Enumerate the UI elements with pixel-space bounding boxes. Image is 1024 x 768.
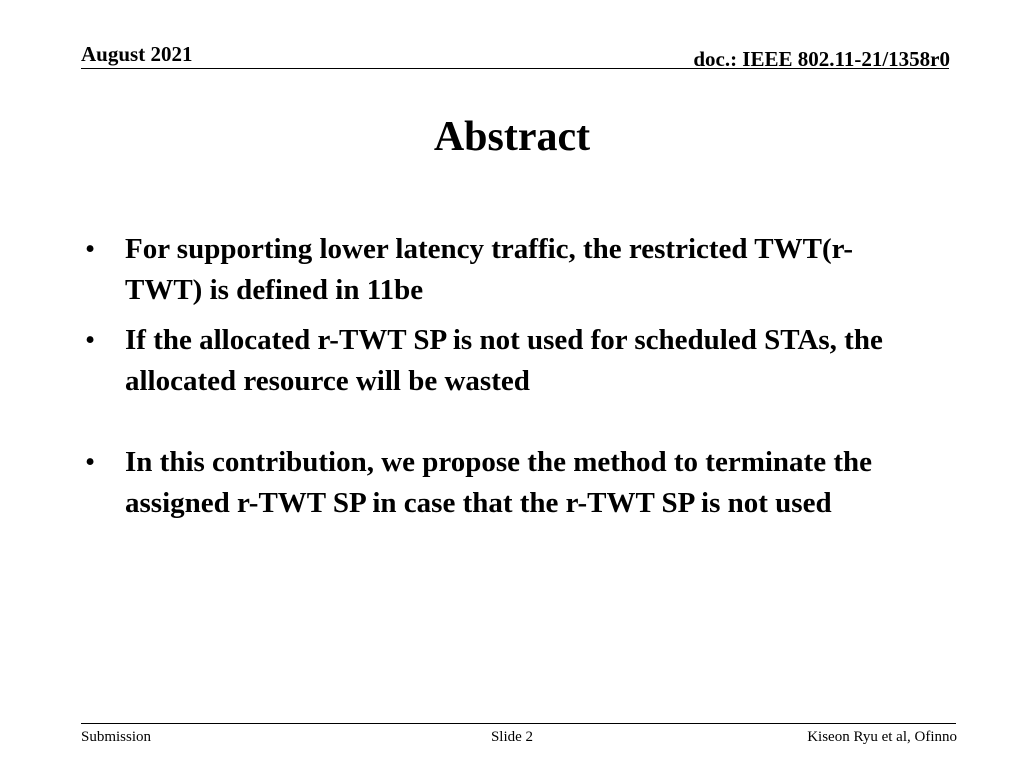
bullet-icon: • [85,446,96,478]
slide-title: Abstract [433,114,591,160]
footer-authors: Kiseon Ryu et al, Ofinno [807,729,957,745]
bullet-text: If the allocated r-TWT SP is not used for scheduled STAs, the allocated resource will be wasted [125,324,883,397]
bullet-list [85,229,905,533]
footer-divider [81,723,956,724]
header-divider [81,68,949,69]
bullet-text: For supporting lower latency traffic, the restricted TWT(r-TWT) is defined in 11be [125,233,854,306]
bullet-text: In this contribution, we propose the method to terminate the assigned r-TWT SP in case that the r-TWT SP is not used [125,446,872,519]
bullet-item [85,442,905,524]
footer-submission: Submission [81,729,152,745]
slide-number: Slide 2 [490,729,534,745]
bullet-icon: • [85,233,96,265]
bullet-item [85,320,905,402]
bullet-item [85,229,905,311]
bullet-icon: • [85,324,96,356]
header-date: August 2021 [81,42,193,66]
document-id: doc.: IEEE 802.11-21/1358r0 [693,47,950,71]
